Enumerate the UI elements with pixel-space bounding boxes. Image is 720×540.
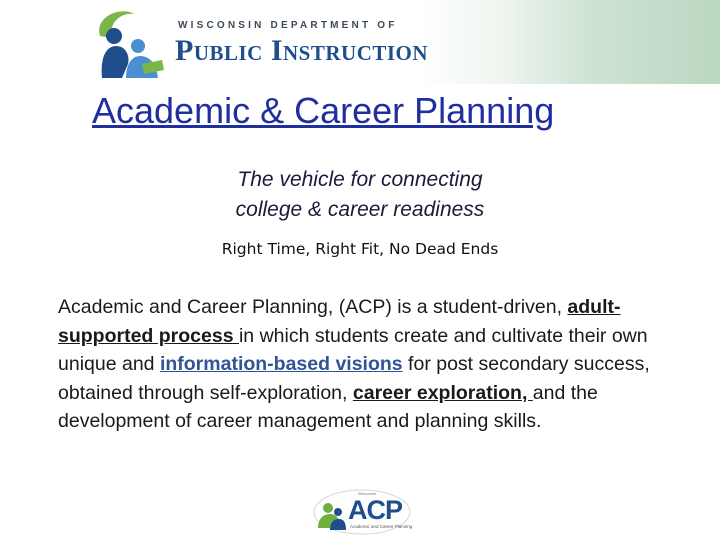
subtitle [140, 165, 580, 225]
acp-logo-text: ACP [348, 495, 403, 525]
slide-title: Academic & Career Planning [92, 90, 555, 131]
dept-big-title: Public Instruction [175, 34, 429, 67]
career-exploration-link[interactable]: career exploration, [352, 381, 533, 404]
dpi-logo-icon [92, 6, 168, 80]
body-text-part-1: Academic and Career Planning, (ACP) is a student-driven, [58, 296, 562, 318]
information-based-visions-link[interactable]: information-based visions [159, 353, 403, 375]
subtitle-line-1: The vehicle for connecting [237, 168, 483, 191]
body-paragraph [58, 293, 698, 436]
dept-small-title: WISCONSIN DEPARTMENT OF [178, 20, 398, 31]
header-banner [0, 0, 720, 84]
body-text-part-2: in which students create and cultivate their own unique and [58, 324, 648, 375]
adult-supported-process-link[interactable]: adult-supported process [58, 296, 621, 347]
tagline: Right Time, Right Fit, No Dead Ends [221, 240, 499, 258]
body-text-part-3: for post secondary success, obtained through self-exploration, [58, 353, 650, 404]
acp-logo-tagline: Academic and Career Planning [350, 524, 413, 529]
acp-logo-small-text: Wisconsin [358, 491, 377, 496]
subtitle-line-2: college & career readiness [235, 198, 485, 221]
body-text-part-4: and the development of career management and planning skills. [58, 381, 598, 432]
